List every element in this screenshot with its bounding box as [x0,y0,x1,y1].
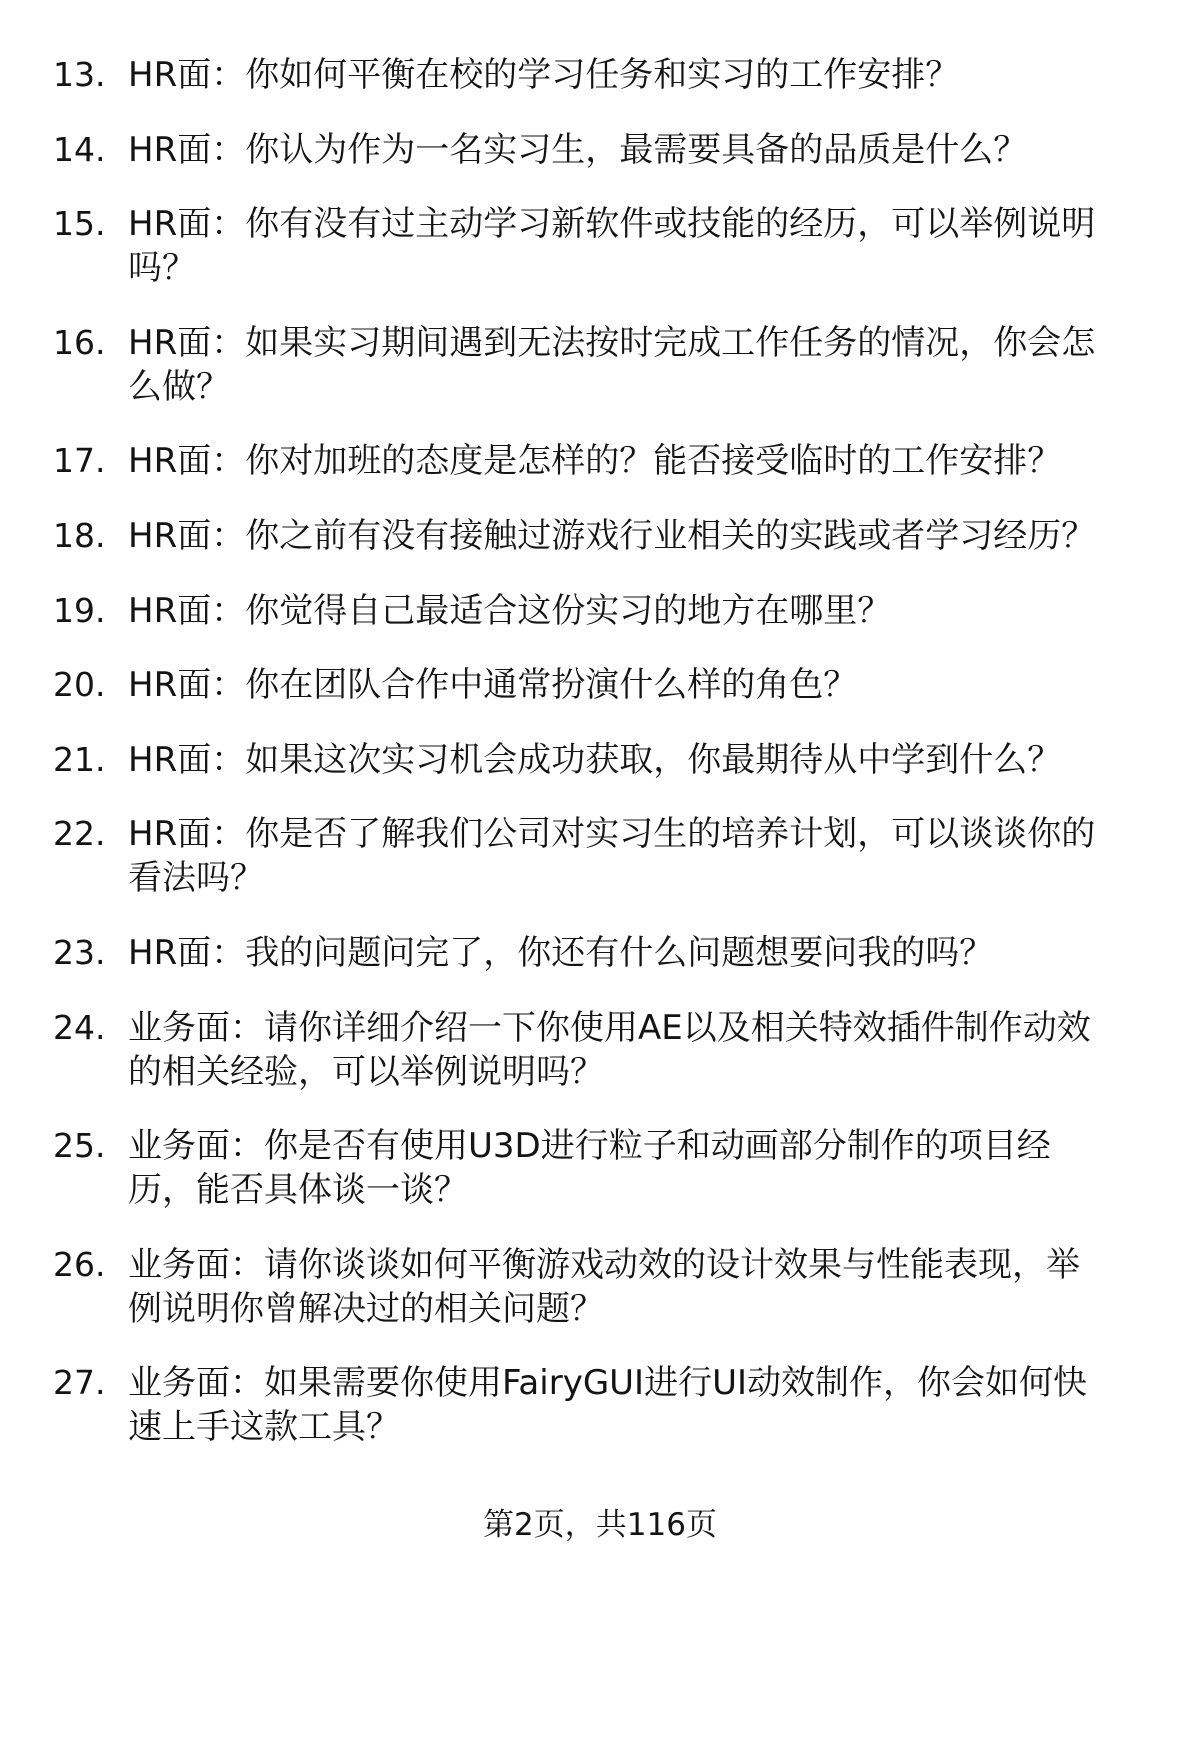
question-text-line: HR面：你之前有没有接触过游戏行业相关的实践或者学习经历？ [128,515,1096,556]
question-number: 27. [53,1363,106,1403]
question-number: 18. [53,515,106,555]
question-item [0,53,1200,97]
question-text-line: 业务面：请你谈谈如何平衡游戏动效的设计效果与性能表现，举 [128,1244,1080,1285]
question-number: 21. [53,739,106,779]
question-text-line: HR面：你是否了解我们公司对实习生的培养计划，可以谈谈你的 [128,814,1096,855]
question-item [0,589,1200,633]
question-number: 20. [53,665,106,705]
question-text-line: 例说明你曾解决过的相关问题？ [128,1288,604,1329]
question-item [0,128,1200,172]
question-item [0,202,1200,290]
question-text-line: 速上手这款工具？ [128,1407,400,1448]
question-number: 26. [53,1244,106,1284]
question-item [0,1006,1200,1094]
question-text-line: 么做？ [128,366,230,407]
question-text-line: HR面：你认为作为一名实习生，最需要具备的品质是什么？ [128,129,1028,170]
question-text-line: HR面：你在团队合作中通常扮演什么样的角色？ [128,665,858,706]
question-text-line: 吗？ [128,248,196,289]
question-item [0,514,1200,558]
question-number: 24. [53,1007,106,1047]
question-number: 25. [53,1126,106,1166]
page-footer: 第2页，共116页 [483,1507,717,1543]
question-text-line: HR面：你有没有过主动学习新软件或技能的经历，可以举例说明 [128,204,1096,245]
question-number: 15. [53,204,106,244]
question-number: 19. [53,590,106,630]
question-item [0,321,1200,409]
question-item [0,931,1200,975]
question-item [0,1361,1200,1449]
question-item [0,1243,1200,1331]
question-text-line: HR面：我的问题问完了，你还有什么问题想要问我的吗？ [128,932,994,973]
question-text-line: HR面：如果这次实习机会成功获取，你最期待从中学到什么？ [128,739,1062,780]
question-text-line: 业务面：你是否有使用U3D进行粒子和动画部分制作的项目经 [128,1126,1051,1167]
question-number: 23. [53,932,106,972]
question-text-line: HR面：你如何平衡在校的学习任务和实习的工作安排？ [128,55,960,95]
question-item [0,1124,1200,1212]
question-item [0,738,1200,782]
question-item [0,439,1200,483]
question-number: 14. [53,129,106,169]
question-text-line: HR面：你觉得自己最适合这份实习的地方在哪里？ [128,590,892,631]
question-list [0,53,1200,1480]
question-item [0,663,1200,707]
question-number: 17. [53,441,106,481]
question-text-line: 看法吗？ [128,858,264,899]
question-text-line: 历，能否具体谈一谈？ [128,1170,468,1211]
question-text-line: HR面：如果实习期间遇到无法按时完成工作任务的情况，你会怎 [128,322,1096,363]
question-text-line: 的相关经验，可以举例说明吗？ [128,1051,604,1092]
question-text-line: 业务面：如果需要你使用FairyGUI进行UI动效制作，你会如何快 [128,1363,1087,1404]
question-text-line: HR面：你对加班的态度是怎样的？能否接受临时的工作安排？ [128,441,1062,482]
question-number: 22. [53,814,106,854]
question-number: 16. [53,322,106,362]
question-text-line: 业务面：请你详细介绍一下你使用AE以及相关特效插件制作动效 [128,1007,1091,1048]
question-number: 13. [53,55,106,94]
question-item [0,812,1200,900]
